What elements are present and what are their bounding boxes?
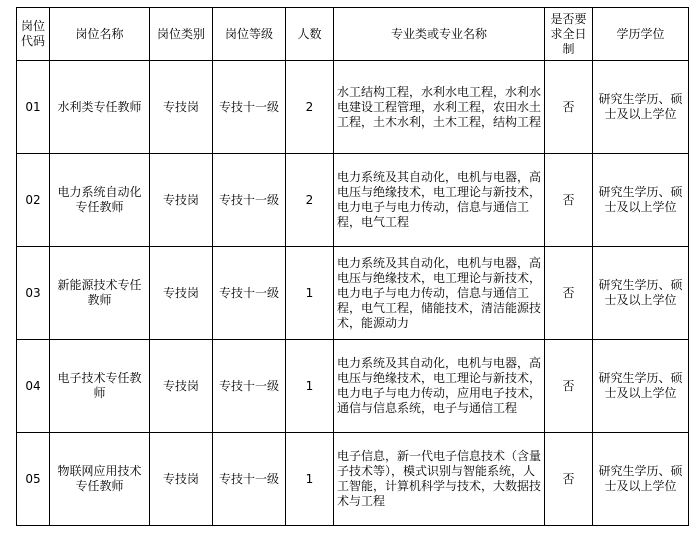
cell-name: 水利类专任教师 xyxy=(50,61,150,154)
header-count: 人数 xyxy=(286,8,334,61)
table-row xyxy=(17,340,689,433)
cell-level: 专技十一级 xyxy=(213,61,286,154)
table-row xyxy=(17,61,689,154)
cell-category: 专技岗 xyxy=(150,433,213,526)
cell-category: 专技岗 xyxy=(150,154,213,247)
cell-name: 电力系统自动化专任教师 xyxy=(50,154,150,247)
table-row xyxy=(17,433,689,526)
cell-count: 2 xyxy=(286,154,334,247)
cell-name: 新能源技术专任教师 xyxy=(50,247,150,340)
cell-category: 专技岗 xyxy=(150,61,213,154)
table-row xyxy=(17,154,689,247)
header-level: 岗位等级 xyxy=(213,8,286,61)
cell-count: 2 xyxy=(286,61,334,154)
header-name: 岗位名称 xyxy=(50,8,150,61)
cell-code: 03 xyxy=(17,247,50,340)
cell-fulltime: 否 xyxy=(545,433,593,526)
cell-education: 研究生学历、硕士及以上学位 xyxy=(593,340,689,433)
cell-level: 专技十一级 xyxy=(213,154,286,247)
table-row xyxy=(17,247,689,340)
cell-count: 1 xyxy=(286,340,334,433)
cell-major: 电力系统及其自动化，电机与电器，高电压与绝缘技术，电工理论与新技术，电力电子与电力传动，信息与通信工程，电气工程，储能技术，清洁能源技术，能源动力 xyxy=(334,247,545,340)
cell-name: 物联网应用技术专任教师 xyxy=(50,433,150,526)
cell-education: 研究生学历、硕士及以上学位 xyxy=(593,154,689,247)
cell-education: 研究生学历、硕士及以上学位 xyxy=(593,247,689,340)
cell-level: 专技十一级 xyxy=(213,433,286,526)
cell-education: 研究生学历、硕士及以上学位 xyxy=(593,61,689,154)
cell-major: 电子信息，新一代电子信息技术（含量子技术等），模式识别与智能系统，人工智能，计算机科学与技术，大数据技术与工程 xyxy=(334,433,545,526)
cell-major: 水工结构工程，水利水电工程，水利水电建设工程管理，水利工程，农田水土工程，土木水利，土木工程，结构工程 xyxy=(334,61,545,154)
cell-education: 研究生学历、硕士及以上学位 xyxy=(593,433,689,526)
cell-major: 电力系统及其自动化，电机与电器，高电压与绝缘技术，电工理论与新技术，电力电子与电力传动，应用电子技术，通信与信息系统，电子与通信工程 xyxy=(334,340,545,433)
header-category: 岗位类别 xyxy=(150,8,213,61)
cell-fulltime: 否 xyxy=(545,154,593,247)
cell-category: 专技岗 xyxy=(150,340,213,433)
cell-fulltime: 否 xyxy=(545,61,593,154)
cell-code: 02 xyxy=(17,154,50,247)
table-header-row xyxy=(17,8,689,61)
header-major: 专业类或专业名称 xyxy=(334,8,545,61)
cell-fulltime: 否 xyxy=(545,247,593,340)
cell-code: 01 xyxy=(17,61,50,154)
cell-level: 专技十一级 xyxy=(213,247,286,340)
cell-code: 04 xyxy=(17,340,50,433)
header-fulltime: 是否要求全日制 xyxy=(545,8,593,61)
cell-count: 1 xyxy=(286,433,334,526)
cell-name: 电子技术专任教师 xyxy=(50,340,150,433)
cell-code: 05 xyxy=(17,433,50,526)
cell-category: 专技岗 xyxy=(150,247,213,340)
header-code: 岗位代码 xyxy=(17,8,50,61)
cell-major: 电力系统及其自动化，电机与电器，高电压与绝缘技术，电工理论与新技术，电力电子与电力传动，信息与通信工程，电气工程 xyxy=(334,154,545,247)
cell-fulltime: 否 xyxy=(545,340,593,433)
recruitment-table xyxy=(16,7,689,526)
header-education: 学历学位 xyxy=(593,8,689,61)
cell-count: 1 xyxy=(286,247,334,340)
cell-level: 专技十一级 xyxy=(213,340,286,433)
